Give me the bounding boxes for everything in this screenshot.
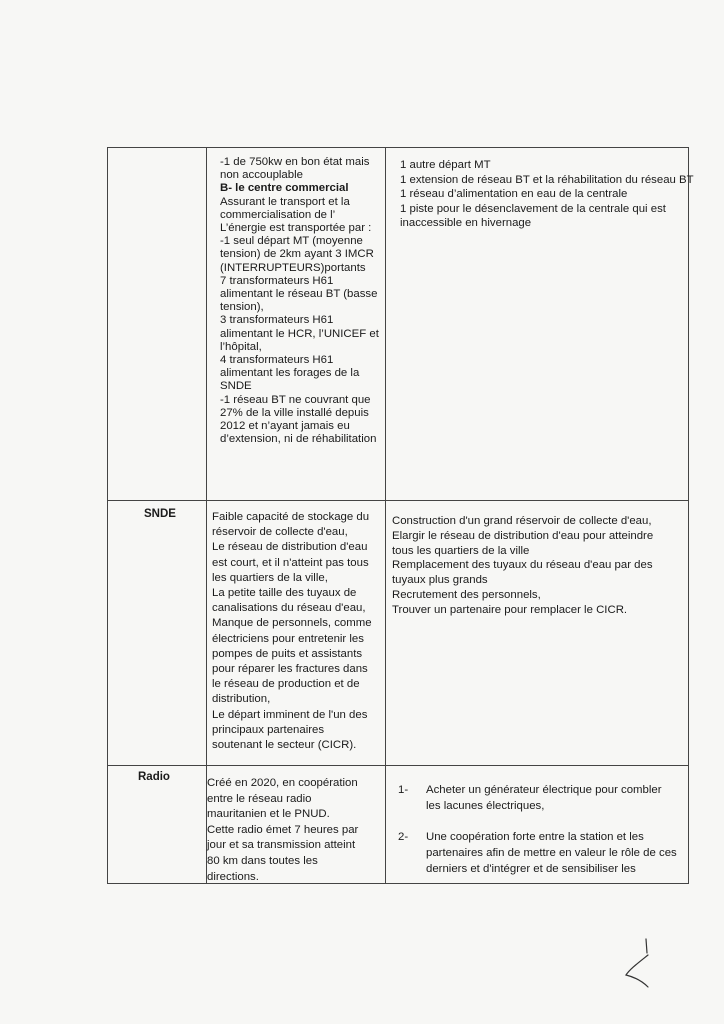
text-line: -1 seul départ MT (moyenne	[220, 235, 363, 248]
text-line: Manque de personnels, comme	[212, 617, 372, 630]
text-line: 4 transformateurs H61	[220, 354, 334, 367]
row1-situation	[220, 156, 379, 446]
text-line: 27% de la ville installé depuis	[220, 406, 369, 419]
text-line: inaccessible en hivernage	[400, 217, 532, 229]
text-line: tous les quartiers de la ville	[392, 544, 530, 557]
text-line: électriciens pour entretenir les	[212, 632, 364, 645]
text-line: L’énergie est transportée par :	[220, 222, 372, 235]
text-line: Faible capacité de stockage du	[212, 511, 370, 523]
item-number: 2-	[398, 831, 409, 843]
row2-needs	[392, 514, 653, 618]
text-line: Le réseau de distribution d'eau	[212, 541, 368, 554]
text-line: 2012 et n’ayant jamais eu	[220, 420, 350, 433]
text-line: directions.	[207, 870, 259, 883]
text-line: mauritanien et le PNUD.	[207, 808, 330, 821]
text-line: Assurant le transport et la	[220, 195, 350, 208]
text-line: derniers et d'intégrer et de sensibiliser les	[426, 863, 636, 875]
text-line: le réseau de production et de	[212, 678, 360, 691]
text-line: Cette radio émet 7 heures par	[207, 823, 359, 836]
text-line: Une coopération forte entre la station et les	[426, 831, 644, 843]
row1-needs	[400, 158, 694, 231]
text-line: jour et sa transmission atteint	[207, 839, 356, 852]
text-line: alimentant le HCR, l’UNICEF et	[220, 327, 379, 340]
row-divider-2	[108, 765, 688, 766]
text-line: Elargir le réseau de distribution d'eau pour atteindre	[392, 529, 654, 542]
text-line: 1 piste pour le désenclavement de la centrale qui est	[400, 202, 666, 215]
row-label-snde: SNDE	[144, 508, 176, 520]
text-line: pompes de puits et assistants	[212, 647, 363, 660]
text-line: Le départ imminent de l'un des	[212, 708, 368, 721]
text-line: alimentant les forages de la	[220, 367, 360, 380]
row-label-radio: Radio	[138, 771, 170, 783]
text-line: pour réparer les fractures dans	[212, 663, 368, 676]
text-line: 7 transformateurs H61	[220, 274, 334, 287]
text-line: d’extension, ni de réhabilitation	[220, 433, 377, 446]
needs-table	[107, 147, 694, 884]
text-line: canalisations du réseau d'eau,	[212, 602, 366, 615]
text-line: La petite taille des tuyaux de	[212, 587, 357, 600]
text-line: entre le réseau radio	[207, 792, 312, 805]
row2-situation	[212, 510, 372, 753]
column-divider-2	[385, 148, 386, 883]
text-line: partenaires afin de mettre en valeur le rôle de ces	[426, 847, 677, 859]
text-line: tuyaux plus grands	[392, 574, 488, 587]
row-divider-1	[108, 500, 688, 501]
text-line: (INTERRUPTEURS)portants	[220, 261, 366, 274]
text-line: les quartiers de la ville,	[212, 571, 328, 584]
text-line: les lacunes électriques,	[426, 800, 545, 812]
row3-situation	[207, 776, 358, 885]
text-line: commercialisation de l’	[220, 208, 336, 221]
text-line: 1 autre départ MT	[400, 159, 491, 171]
text-line: -1 de 750kw en bon état mais	[220, 156, 370, 168]
section-heading: B- le centre commercial	[220, 182, 349, 195]
text-line: l’hôpital,	[220, 340, 262, 353]
text-line: Créé en 2020, en coopération	[207, 777, 358, 789]
text-line: -1 réseau BT ne couvrant que	[220, 393, 371, 406]
item-number: 1-	[398, 784, 409, 796]
text-line: distribution,	[212, 693, 271, 706]
text-line: est court, et il n'atteint pas tous	[212, 556, 369, 569]
text-line: 3 transformateurs H61	[220, 314, 334, 327]
text-line: tension) de 2km ayant 3 IMCR	[220, 248, 374, 261]
text-line: Remplacement des tuyaux du réseau d'eau par des	[392, 559, 653, 572]
text-line: Trouver un partenaire pour remplacer le CICR.	[392, 603, 628, 616]
text-line: principaux partenaires	[212, 723, 325, 736]
text-line: SNDE	[220, 380, 252, 393]
text-line: alimentant le réseau BT (basse	[220, 288, 378, 301]
text-line: 80 km dans toutes les	[207, 854, 318, 867]
text-line: soutenant le secteur (CICR).	[212, 739, 357, 752]
text-line: Construction d'un grand réservoir de collecte d'eau,	[392, 515, 652, 527]
text-line: non accouplable	[220, 169, 303, 182]
text-line: réservoir de collecte d'eau,	[212, 526, 348, 539]
text-line: 1 réseau d’alimentation en eau de la centrale	[400, 188, 628, 200]
text-line: 1 extension de réseau BT et la réhabilitation du réseau BT	[400, 173, 694, 186]
text-line: Recrutement des personnels,	[392, 588, 541, 601]
text-line: Acheter un générateur électrique pour combler	[426, 784, 662, 796]
handwritten-initial	[618, 935, 658, 995]
text-line: tension),	[220, 301, 264, 314]
column-divider-1	[206, 148, 207, 883]
